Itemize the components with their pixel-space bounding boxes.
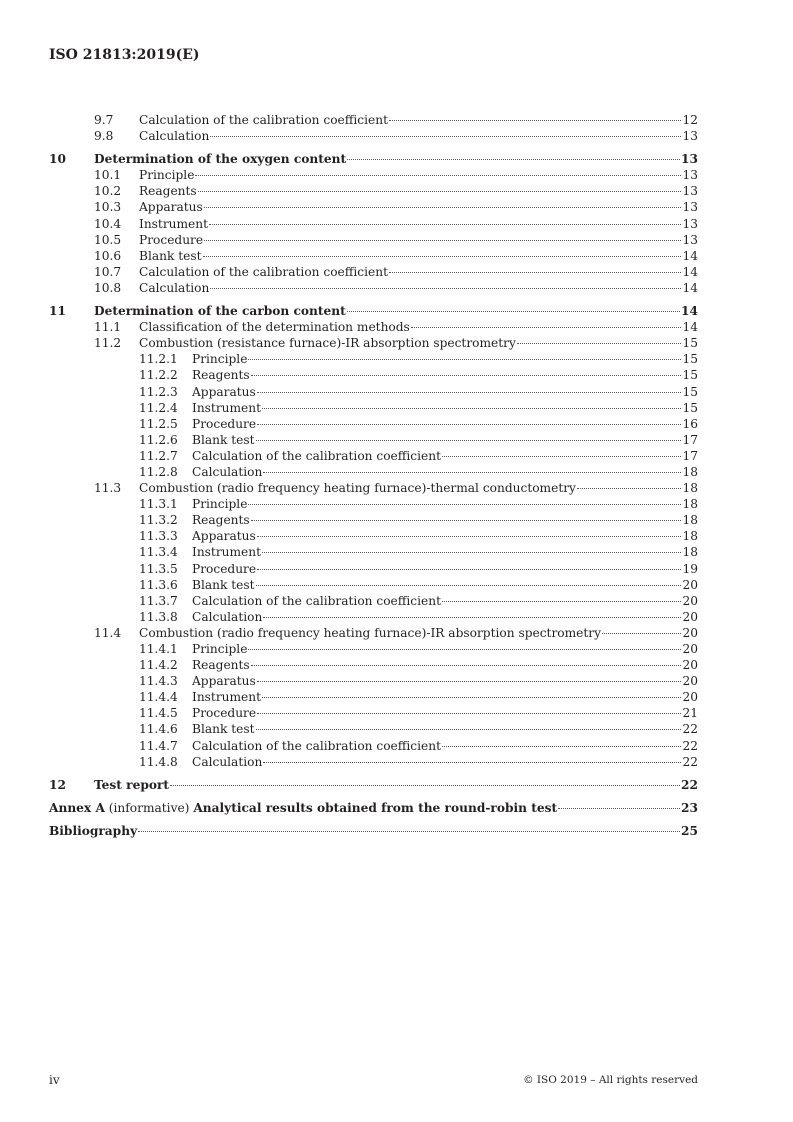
toc-entry-title: Instrument xyxy=(192,400,262,415)
toc-entry[interactable] xyxy=(49,544,698,560)
toc-entry[interactable] xyxy=(49,400,698,416)
toc-entry-title: Instrument xyxy=(192,690,262,705)
toc-entry-title: Bibliography xyxy=(49,823,138,838)
toc-entry-page: 20 xyxy=(682,625,698,640)
toc-entry-title: Calculation of the calibration coefficient xyxy=(192,738,441,753)
copyright-notice: © ISO 2019 – All rights reserved xyxy=(523,1074,698,1086)
document-header: ISO 21813:2019(E) xyxy=(49,47,200,63)
toc-entry-title: Determination of the oxygen content xyxy=(94,152,347,167)
dot-leader xyxy=(251,665,682,666)
toc-entry-number: 11.2.1 xyxy=(139,352,178,367)
toc-entry-page: 17 xyxy=(682,448,698,463)
toc-entry-number: 11.4.7 xyxy=(139,738,178,753)
toc-entry[interactable] xyxy=(49,280,698,296)
toc-entry[interactable] xyxy=(49,303,698,319)
toc-entry[interactable] xyxy=(49,721,698,737)
annex-label: Annex A xyxy=(49,800,105,815)
toc-entry[interactable] xyxy=(49,319,698,335)
toc-entry[interactable] xyxy=(49,657,698,673)
toc-entry[interactable] xyxy=(49,528,698,544)
toc-entry-number: 11 xyxy=(49,304,66,319)
toc-entry-page: 13 xyxy=(681,152,698,167)
toc-entry-page: 15 xyxy=(682,336,698,351)
dot-leader xyxy=(262,552,681,553)
toc-entry-title: Combustion (radio frequency heating furnace)-IR absorption spectrometry xyxy=(139,625,601,640)
dot-leader xyxy=(517,343,682,344)
toc-entry-page: 18 xyxy=(682,513,698,528)
toc-entry-title: Principle xyxy=(192,642,248,656)
toc-entry-title: Classification of the determination methods xyxy=(139,320,410,335)
toc-entry[interactable] xyxy=(49,199,698,215)
toc-entry-title: Blank test xyxy=(192,722,255,737)
dot-leader xyxy=(347,159,680,160)
toc-entry-number: 12 xyxy=(49,777,66,792)
table-of-contents xyxy=(49,112,698,839)
toc-entry-title: Calculation of the calibration coefficient xyxy=(192,593,441,608)
dot-leader xyxy=(248,504,681,505)
toc-entry-number: 9.8 xyxy=(94,129,114,144)
toc-entry[interactable] xyxy=(49,754,698,770)
toc-entry[interactable] xyxy=(49,738,698,754)
toc-entry-number: 10.4 xyxy=(94,216,122,231)
dot-leader xyxy=(389,272,681,273)
toc-entry-title: Principle xyxy=(139,168,195,183)
toc-entry-number: 11.4.6 xyxy=(139,722,178,737)
toc-entry-page: 14 xyxy=(681,304,698,319)
dot-leader xyxy=(138,831,680,832)
page-number: iv xyxy=(49,1073,60,1087)
toc-entry-title: Reagents xyxy=(192,513,250,528)
dot-leader xyxy=(389,120,681,121)
toc-entry-title: Procedure xyxy=(139,232,204,247)
toc-entry[interactable] xyxy=(49,561,698,577)
toc-entry-page: 18 xyxy=(682,529,698,544)
toc-entry-number: 11.4.1 xyxy=(139,642,178,656)
toc-entry-title: Blank test xyxy=(192,432,255,447)
toc-entry[interactable] xyxy=(49,689,698,705)
toc-entry-title: Principle xyxy=(192,352,248,367)
toc-entry-number: 11.3.4 xyxy=(139,545,178,560)
toc-entry[interactable] xyxy=(49,384,698,400)
dot-leader xyxy=(195,175,681,176)
toc-entry-page: 22 xyxy=(682,738,698,753)
toc-entry-title: Reagents xyxy=(192,368,250,383)
toc-entry-title: Apparatus xyxy=(139,200,203,215)
toc-entry-title: Reagents xyxy=(139,184,197,199)
dot-leader xyxy=(257,681,682,682)
toc-entry-page: 22 xyxy=(681,777,698,792)
toc-entry-title: Principle xyxy=(192,497,248,512)
toc-entry-number: 11.2.4 xyxy=(139,400,178,415)
dot-leader xyxy=(170,785,680,786)
toc-entry-title: Calculation xyxy=(192,609,263,624)
toc-entry-number: 11.3.5 xyxy=(139,561,178,576)
toc-entry-page: 18 xyxy=(682,464,698,479)
toc-entry-page: 13 xyxy=(682,200,698,215)
toc-entry-title: Blank test xyxy=(192,577,255,592)
toc-entry-page: 20 xyxy=(682,658,698,673)
dot-leader xyxy=(602,633,681,634)
toc-entry-number: 11.2.3 xyxy=(139,384,178,399)
toc-entry-title: Apparatus xyxy=(192,674,256,689)
dot-leader xyxy=(558,808,680,809)
toc-entry-page: 25 xyxy=(681,823,698,838)
dot-leader xyxy=(248,649,681,650)
toc-entry-number: 10.2 xyxy=(94,184,122,199)
toc-entry-page: 13 xyxy=(682,232,698,247)
toc-entry[interactable] xyxy=(49,151,698,167)
toc-entry-page: 18 xyxy=(682,545,698,560)
toc-entry-page: 22 xyxy=(682,754,698,769)
toc-entry-number: 10.5 xyxy=(94,232,122,247)
dot-leader xyxy=(210,288,681,289)
toc-entry[interactable] xyxy=(49,625,698,641)
toc-entry-page: 17 xyxy=(682,432,698,447)
dot-leader xyxy=(204,207,682,208)
toc-entry-number: 11.3.6 xyxy=(139,577,178,592)
dot-leader xyxy=(262,408,681,409)
toc-entry-number: 11.2.8 xyxy=(139,464,178,479)
toc-entry-number: 9.7 xyxy=(94,113,114,127)
dot-leader xyxy=(256,440,682,441)
toc-entry-number: 11.2.5 xyxy=(139,416,178,431)
toc-entry[interactable] xyxy=(49,577,698,593)
toc-entry-page: 20 xyxy=(682,674,698,689)
annex-title: Analytical results obtained from the round-robin test xyxy=(193,800,558,815)
toc-entry[interactable] xyxy=(49,112,698,128)
dot-leader xyxy=(251,520,682,521)
dot-leader xyxy=(257,424,681,425)
dot-leader xyxy=(257,713,681,714)
toc-entry-page: 20 xyxy=(682,642,698,656)
toc-entry-page: 22 xyxy=(682,722,698,737)
toc-entry[interactable] xyxy=(49,705,698,721)
toc-entry-title: Blank test xyxy=(139,248,202,263)
toc-entry[interactable] xyxy=(49,609,698,625)
toc-entry-title: Apparatus xyxy=(192,384,256,399)
toc-entry[interactable] xyxy=(49,593,698,609)
toc-entry-number: 11.3.3 xyxy=(139,529,178,544)
toc-entry-number: 11.4.2 xyxy=(139,658,178,673)
dot-leader xyxy=(257,569,681,570)
toc-entry-title: Determination of the carbon content xyxy=(94,304,346,319)
toc-entry-title: Reagents xyxy=(192,658,250,673)
toc-entry-page: 14 xyxy=(682,248,698,263)
toc-entry-page: 20 xyxy=(682,577,698,592)
toc-entry-number: 10 xyxy=(49,152,66,167)
toc-entry[interactable] xyxy=(49,367,698,383)
toc-entry-number: 10.3 xyxy=(94,200,122,215)
toc-entry-annex-title xyxy=(49,800,557,816)
toc-entry-page: 23 xyxy=(681,800,698,815)
toc-entry[interactable] xyxy=(49,673,698,689)
toc-entry-annex-a[interactable] xyxy=(49,800,698,816)
toc-entry-page: 15 xyxy=(682,368,698,383)
toc-entry[interactable] xyxy=(49,335,698,351)
toc-entry[interactable] xyxy=(49,464,698,480)
toc-entry-number: 10.8 xyxy=(94,280,122,295)
toc-entry-page: 12 xyxy=(682,113,698,127)
dot-leader xyxy=(256,585,682,586)
toc-entry-number: 10.7 xyxy=(94,264,122,279)
toc-entry-title: Calculation xyxy=(192,754,263,769)
toc-entry-number: 11.4 xyxy=(94,625,122,640)
annex-qualifier: (informative) xyxy=(108,800,190,815)
toc-entry-number: 11.4.5 xyxy=(139,706,178,721)
dot-leader xyxy=(347,311,680,312)
toc-entry[interactable] xyxy=(49,167,698,183)
dot-leader xyxy=(256,729,682,730)
dot-leader xyxy=(577,488,682,489)
toc-entry[interactable] xyxy=(49,351,698,367)
toc-entry-number: 11.1 xyxy=(94,320,122,335)
dot-leader xyxy=(263,472,681,473)
toc-entry-number: 11.3.7 xyxy=(139,593,178,608)
toc-entry-title: Instrument xyxy=(139,216,209,231)
dot-leader xyxy=(442,746,681,747)
toc-entry-title: Calculation of the calibration coefficient xyxy=(192,448,441,463)
toc-entry-number: 11.3 xyxy=(94,481,122,496)
toc-entry[interactable] xyxy=(49,416,698,432)
dot-leader xyxy=(263,762,681,763)
toc-entry-page: 18 xyxy=(682,497,698,512)
dot-leader xyxy=(203,256,682,257)
toc-entry-page: 14 xyxy=(682,264,698,279)
toc-entry-title: Instrument xyxy=(192,545,262,560)
toc-entry-number: 11.3.8 xyxy=(139,609,178,624)
toc-entry-title: Calculation of the calibration coefficient xyxy=(139,264,388,279)
dot-leader xyxy=(442,601,681,602)
toc-entry-title: Combustion (radio frequency heating furnace)-thermal conductometry xyxy=(139,481,576,496)
toc-entry-number: 11.2.2 xyxy=(139,368,178,383)
dot-leader xyxy=(209,224,681,225)
toc-entry-number: 10.1 xyxy=(94,168,122,183)
toc-entry-title: Test report xyxy=(94,777,170,792)
toc-entry[interactable] xyxy=(49,432,698,448)
toc-entry-number: 11.2.6 xyxy=(139,432,178,447)
toc-entry-number: 11.3.1 xyxy=(139,497,178,512)
toc-entry-page: 16 xyxy=(682,416,698,431)
dot-leader xyxy=(248,359,681,360)
toc-entry-title: Procedure xyxy=(192,416,257,431)
toc-entry[interactable] xyxy=(49,448,698,464)
toc-entry-title: Calculation xyxy=(139,280,210,295)
dot-leader xyxy=(442,456,681,457)
toc-entry-title: Apparatus xyxy=(192,529,256,544)
toc-entry-page: 13 xyxy=(682,168,698,183)
toc-entry[interactable] xyxy=(49,496,698,512)
dot-leader xyxy=(198,191,682,192)
dot-leader xyxy=(257,536,682,537)
toc-entry-number: 10.6 xyxy=(94,248,122,263)
toc-entry[interactable] xyxy=(49,777,698,793)
toc-entry-title: Procedure xyxy=(192,706,257,721)
toc-entry[interactable] xyxy=(49,216,698,232)
toc-entry-page: 19 xyxy=(682,561,698,576)
dot-leader xyxy=(411,327,682,328)
toc-entry[interactable] xyxy=(49,248,698,264)
toc-entry-page: 13 xyxy=(682,184,698,199)
toc-entry[interactable] xyxy=(49,264,698,280)
toc-entry-page: 15 xyxy=(682,384,698,399)
toc-entry-number: 11.2 xyxy=(94,336,122,351)
toc-entry-page: 15 xyxy=(682,400,698,415)
toc-entry-page: 21 xyxy=(682,706,698,721)
dot-leader xyxy=(262,697,681,698)
toc-entry-page: 20 xyxy=(682,690,698,705)
toc-entry[interactable] xyxy=(49,128,698,144)
dot-leader xyxy=(263,617,681,618)
dot-leader xyxy=(251,375,682,376)
toc-entry-number: 11.2.7 xyxy=(139,448,178,463)
toc-entry-page: 14 xyxy=(682,320,698,335)
toc-entry-page: 18 xyxy=(682,481,698,496)
toc-entry-bibliography[interactable] xyxy=(49,823,698,839)
toc-entry-page: 13 xyxy=(682,129,698,144)
toc-entry-title: Calculation xyxy=(139,129,210,144)
toc-entry-number: 11.4.3 xyxy=(139,674,178,689)
toc-entry-title: Combustion (resistance furnace)-IR absorption spectrometry xyxy=(139,336,516,351)
toc-entry[interactable] xyxy=(49,183,698,199)
toc-entry-page: 14 xyxy=(682,280,698,295)
toc-entry-title: Calculation of the calibration coefficient xyxy=(139,113,388,127)
toc-entry-number: 11.4.4 xyxy=(139,690,178,705)
toc-entry-number: 11.3.2 xyxy=(139,513,178,528)
toc-entry-title: Calculation xyxy=(192,464,263,479)
toc-entry-page: 13 xyxy=(682,216,698,231)
dot-leader xyxy=(257,392,682,393)
toc-entry-page: 20 xyxy=(682,593,698,608)
dot-leader xyxy=(204,240,681,241)
toc-entry-page: 15 xyxy=(682,352,698,367)
toc-entry[interactable] xyxy=(49,232,698,248)
toc-entry-number: 11.4.8 xyxy=(139,754,178,769)
toc-entry[interactable] xyxy=(49,512,698,528)
toc-entry-page: 20 xyxy=(682,609,698,624)
toc-entry[interactable] xyxy=(49,641,698,657)
toc-entry[interactable] xyxy=(49,480,698,496)
dot-leader xyxy=(210,136,681,137)
toc-entry-title: Procedure xyxy=(192,561,257,576)
